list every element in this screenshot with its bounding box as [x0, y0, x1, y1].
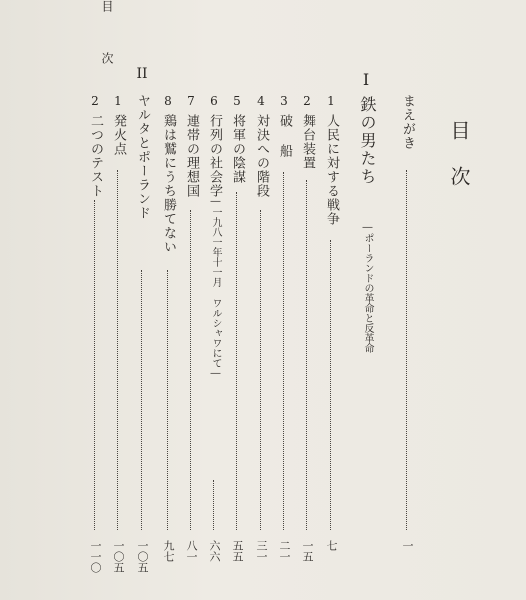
- leader-dots: [406, 170, 407, 530]
- entry-number: 3: [280, 94, 288, 108]
- entry-page: 二一: [278, 540, 291, 562]
- running-head: 目次: [100, 0, 114, 104]
- entry-number: 7: [187, 94, 195, 108]
- entry-page: 三一: [255, 540, 268, 562]
- entry-title: 行列の社会学: [207, 114, 222, 198]
- part-number: I: [362, 70, 372, 89]
- entry-title: まえがき: [400, 94, 415, 150]
- entry-page: 一一〇: [89, 540, 102, 573]
- leader-dots: [94, 200, 95, 530]
- entry-number: 2: [91, 94, 99, 108]
- entry-title: 鶏は鷲にうち勝てない: [161, 114, 176, 254]
- leader-dots: [213, 480, 214, 530]
- entry-title: 人民に対する戦争: [324, 114, 339, 226]
- entry-number: 8: [164, 94, 172, 108]
- entry-title: 発火点: [111, 114, 126, 156]
- leader-dots: [330, 240, 331, 530]
- entry-page: 七: [325, 540, 338, 551]
- entry-page: 一〇五: [112, 540, 125, 573]
- entry-number: 5: [233, 94, 241, 108]
- entry-title: 対決への階段: [254, 114, 269, 198]
- entry-number: 6: [210, 94, 218, 108]
- entry-number: 4: [257, 94, 265, 108]
- leader-dots: [141, 270, 142, 530]
- leader-dots: [190, 210, 191, 530]
- part-title: ヤルタとポーランド: [135, 94, 150, 220]
- entry-page: 八一: [185, 540, 198, 562]
- entry-page: 一〇五: [136, 540, 149, 573]
- entry-page: 五五: [231, 540, 244, 562]
- entry-subtitle: ―一九八一年十一月 ワルシャワにて―: [210, 196, 221, 379]
- entry-page: 一: [401, 540, 414, 551]
- entry-title: 破 船: [277, 114, 292, 158]
- part-number: II: [136, 66, 148, 82]
- leader-dots: [167, 270, 168, 530]
- entry-page: 六六: [208, 540, 221, 562]
- leader-dots: [260, 210, 261, 530]
- leader-dots: [117, 170, 118, 530]
- entry-title: 将軍の陰謀: [230, 114, 245, 184]
- toc-heading: 目次: [447, 120, 471, 212]
- entry-number: 2: [303, 94, 311, 108]
- entry-page: 九七: [162, 540, 175, 562]
- entry-title: 連帯の理想国: [184, 114, 199, 198]
- leader-dots: [283, 172, 284, 530]
- part-title: 鉄の男たち: [358, 96, 377, 186]
- leader-dots: [236, 192, 237, 530]
- entry-number: 1: [114, 94, 122, 108]
- part-subtitle: ―ポーランドの革命と反革命: [362, 222, 373, 353]
- entry-number: 1: [327, 94, 335, 108]
- entry-title: 二つのテスト: [88, 114, 103, 198]
- entry-title: 舞台装置: [300, 114, 315, 170]
- entry-page: 一五: [301, 540, 314, 562]
- leader-dots: [306, 180, 307, 530]
